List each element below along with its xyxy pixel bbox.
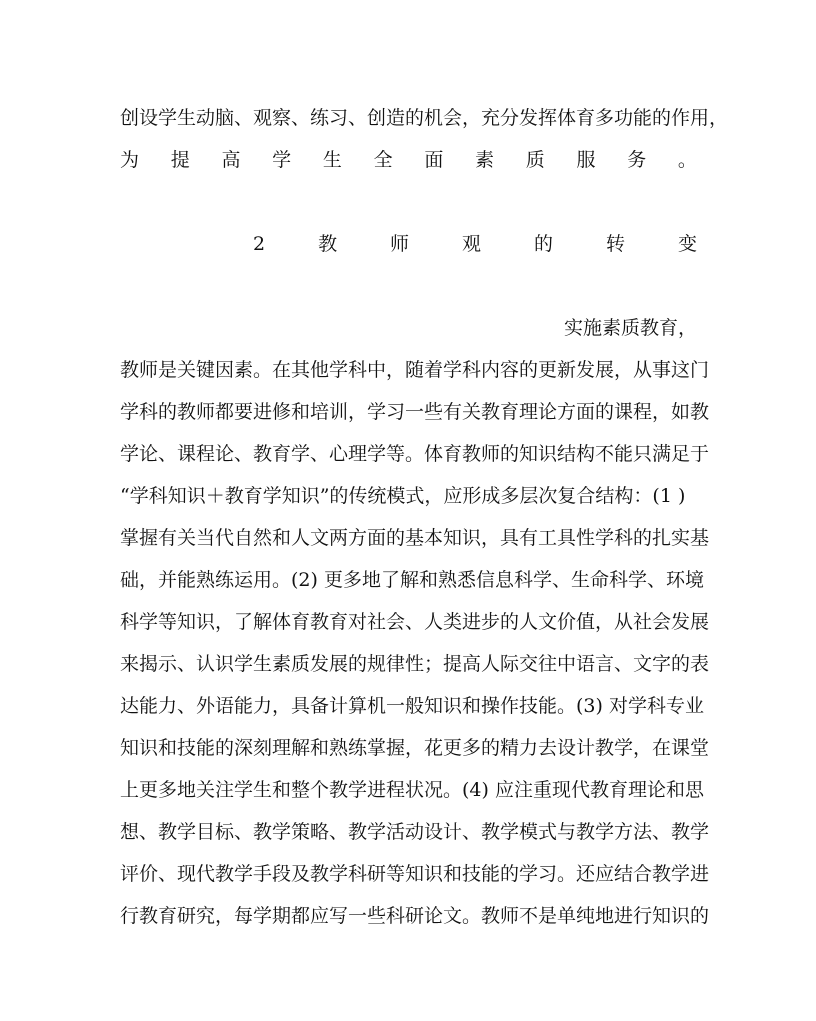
p1l2-char: 高 (221, 149, 241, 171)
section-heading (253, 232, 697, 256)
heading-char: 转 (606, 233, 626, 255)
paragraph-2-line: 知识和技能的深刻理解和熟练掌握，花更多的精力去设计教学，在课堂 (120, 737, 710, 759)
paragraph-2-line: 评价、现代教学手段及教学科研等知识和技能的学习。还应结合教学进 (120, 863, 710, 885)
paragraph-1-line-2 (120, 148, 697, 172)
paragraph-2-line: 础，并能熟练运用。(2) 更多地了解和熟悉信息科学、生命科学、环境 (120, 569, 704, 591)
heading-char: 教 (318, 233, 338, 255)
heading-char: 师 (390, 233, 410, 255)
p1l2-char: 务 (627, 149, 647, 171)
paragraph-2-line: 掌握有关当代自然和人文两方面的基本知识，具有工具性学科的扎实基 (120, 527, 710, 549)
paragraph-2-line: 来揭示、认识学生素质发展的规律性；提高人际交往中语言、文字的表 (120, 653, 710, 675)
paragraph-2-line: 学论、课程论、教育学、心理学等。体育教师的知识结构不能只满足于 (120, 443, 710, 465)
p1l2-char: 为 (120, 149, 140, 171)
heading-char: 的 (534, 233, 554, 255)
p1l2-char: 生 (322, 149, 342, 171)
p1l2-char: 质 (525, 149, 545, 171)
paragraph-1-line-1: 创设学生动脑、观察、练习、创造的机会，充分发挥体育多功能的作用， (120, 107, 729, 129)
heading-char: 变 (677, 233, 697, 255)
paragraph-2-line: “学科知识＋教育学知识”的传统模式，应形成多层次复合结构：(1 ) (120, 485, 686, 507)
p1l2-char: 全 (373, 149, 393, 171)
paragraph-2-line: 学科的教师都要进修和培训，学习一些有关教育理论方面的课程，如教 (120, 401, 710, 423)
heading-char: 观 (462, 233, 482, 255)
heading-char: 2 (253, 233, 266, 255)
p1l2-char: 提 (170, 149, 190, 171)
paragraph-2-line: 行教育研究，每学期都应写一些科研论文。教师不是单纯地进行知识的 (120, 905, 710, 927)
p1l2-char: 。 (677, 149, 697, 171)
paragraph-2-line: 想、教学目标、教学策略、教学活动设计、教学模式与教学方法、教学 (120, 821, 710, 843)
paragraph-2-line: 科学等知识，了解体育教育对社会、人类进步的人文价值，从社会发展 (120, 611, 710, 633)
paragraph-2-line: 达能力、外语能力，具备计算机一般知识和操作技能。(3) 对学科专业 (120, 695, 704, 717)
p1l2-char: 服 (576, 149, 596, 171)
p1l2-char: 素 (475, 149, 495, 171)
paragraph-2-line: 教师是关键因素。在其他学科中，随着学科内容的更新发展，从事这门 (120, 359, 710, 381)
paragraph-2-lead: 实施素质教育， (563, 317, 697, 339)
p1l2-char: 面 (424, 149, 444, 171)
paragraph-2-line: 上更多地关注学生和整个教学进程状况。(4) 应注重现代教育理论和思 (120, 779, 704, 801)
p1l2-char: 学 (272, 149, 292, 171)
